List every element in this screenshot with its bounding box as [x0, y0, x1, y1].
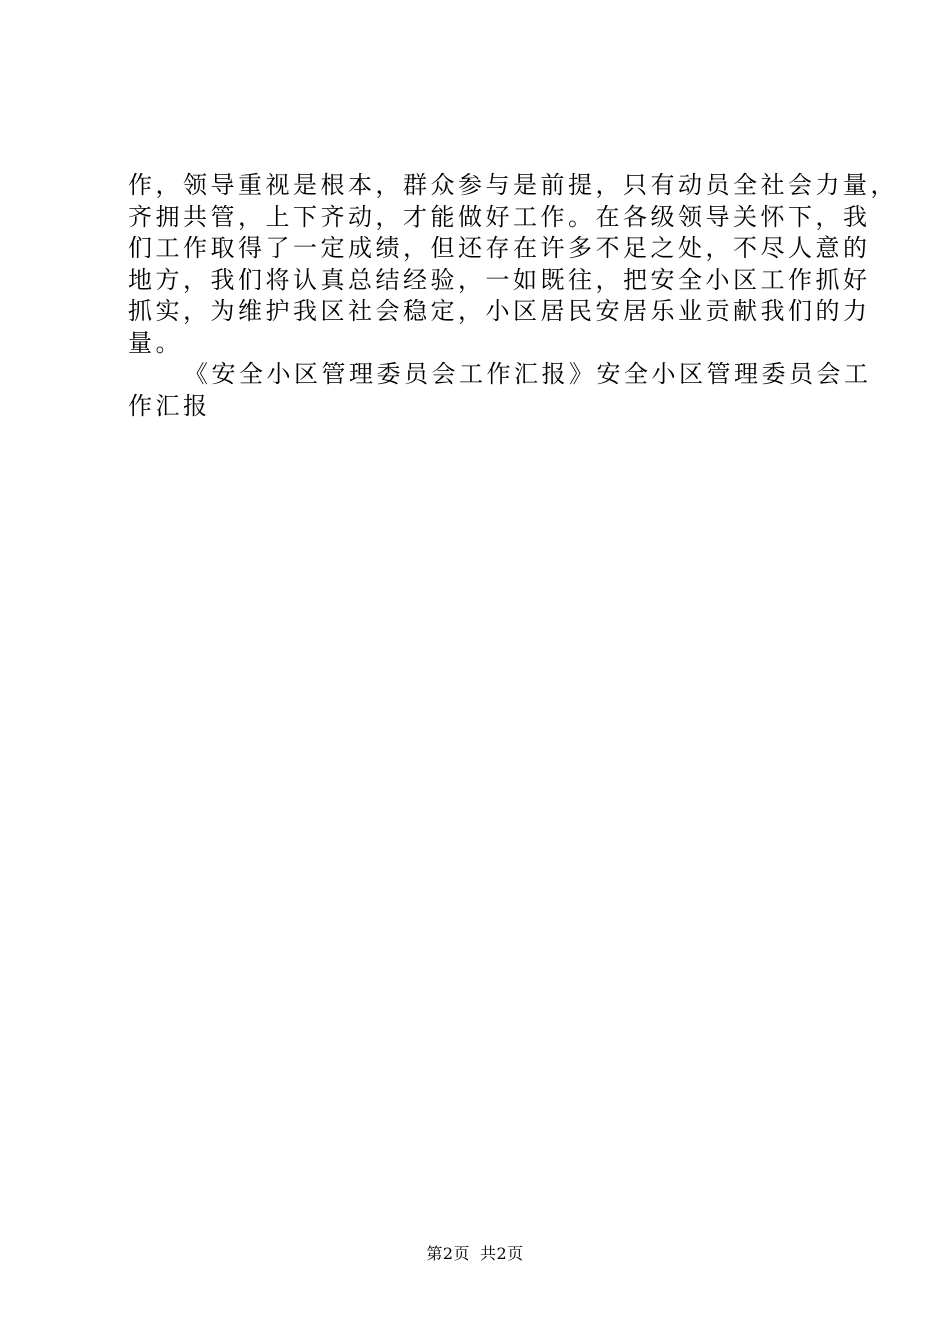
text-line: 齐拥共管，上下齐动，才能做好工作。在各级领导关怀下，我: [128, 202, 871, 231]
page-footer: [0, 1244, 950, 1264]
body-text: [128, 170, 898, 422]
text-line: 作，领导重视是根本，群众参与是前提，只有动员全社会力量，: [128, 171, 898, 199]
page-number-total: 共2页: [480, 1244, 524, 1263]
page-number-current: 第2页: [426, 1244, 470, 1263]
text-line: 量。: [128, 328, 183, 357]
text-line: 作汇报: [128, 391, 211, 420]
text-line: 抓实，为维护我区社会稳定，小区居民安居乐业贡献我们的力: [128, 297, 871, 325]
title-reference-line: 《安全小区管理委员会工作汇报》安全小区管理委员会工: [184, 360, 872, 388]
text-line: 们工作取得了一定成绩，但还存在许多不足之处，不尽人意的: [128, 234, 871, 262]
text-line: 地方，我们将认真总结经验，一如既往，把安全小区工作抓好: [128, 265, 871, 294]
